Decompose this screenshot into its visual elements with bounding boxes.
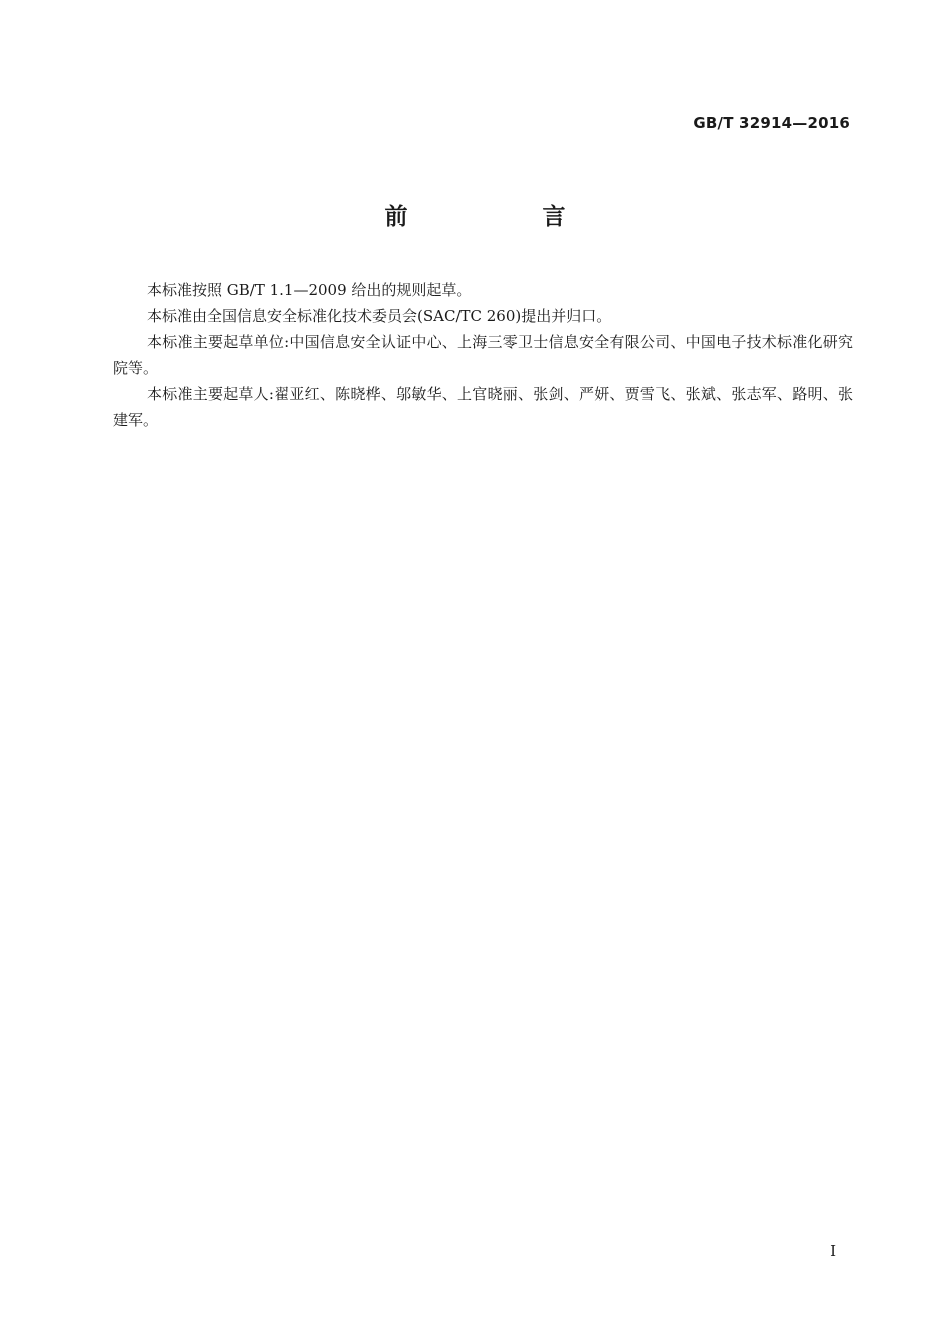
page-number: I bbox=[830, 1242, 836, 1260]
body-text bbox=[113, 277, 853, 433]
paragraph-drafting-units: 本标准主要起草单位:中国信息安全认证中心、上海三零卫士信息安全有限公司、中国电子技术标准化研究院等。 bbox=[113, 333, 853, 377]
standard-number: GB/T 32914—2016 bbox=[693, 114, 850, 132]
paragraph-proposer: 本标准由全国信息安全标准化技术委员会(SAC/TC 260)提出并归口。 bbox=[147, 307, 612, 325]
page-title: 前 言 bbox=[384, 204, 622, 230]
paragraph-drafting-rules: 本标准按照 GB/T 1.1—2009 给出的规则起草。 bbox=[147, 281, 472, 299]
paragraph-drafters: 本标准主要起草人:翟亚红、陈晓桦、邬敏华、上官晓丽、张剑、严妍、贾雪飞、张斌、张志军、路明、张建军。 bbox=[113, 385, 853, 429]
